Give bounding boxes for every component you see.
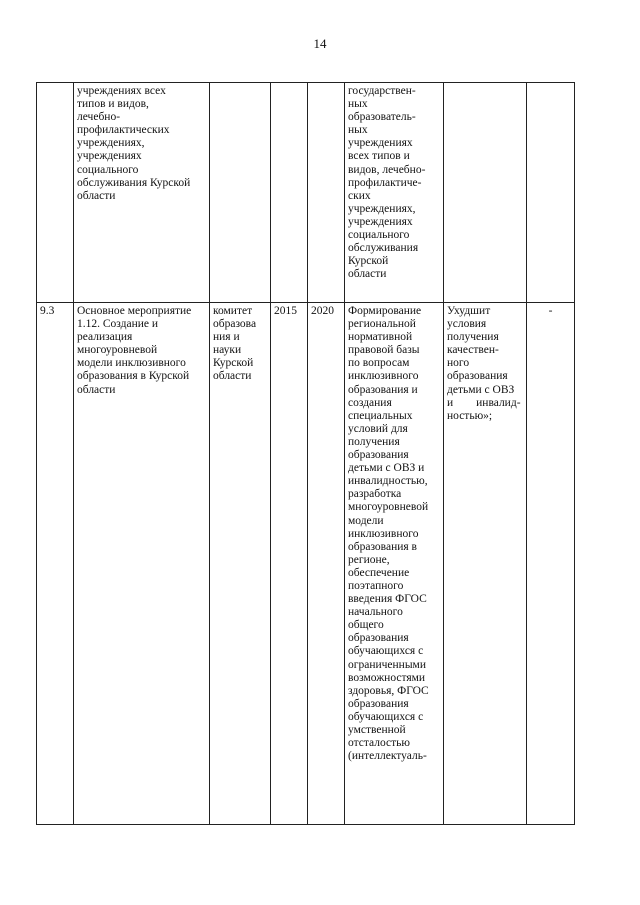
expected-result-cell: Формирование региональной нормативной правовой базы по вопросам инклюзивного образования и создания специальных условий для получения образования детьми с ОВЗ и инвалидностью, разработка многоуровневой модели инклюзивного образования в регионе, обеспечение поэтапного введения ФГОС начального общего образования обучающихся с ограниченными возможностями здоровья, ФГОС образования обучающихся с умственной отсталостью (интеллектуаль- (345, 303, 444, 825)
measure-name-cell: учреждениях всех типов и видов, лечебно- профилактических учреждениях, учреждениях социального обслуживания Курской области (74, 83, 210, 303)
consequence-cell (444, 83, 527, 303)
expected-result-cell: государствен- ных образователь- ных учреждениях всех типов и видов, лечебно- профилактиче- ских учреждениях, учреждениях социального обслуживания Курской области (345, 83, 444, 303)
measures-table (36, 82, 575, 825)
row-number-cell (37, 83, 74, 303)
table-row (37, 83, 575, 303)
end-year-cell (308, 83, 345, 303)
page-number: 14 (313, 36, 327, 51)
consequence-cell: Ухудшит условия получения качествен- ного образования детьми с ОВЗ и инвалид- ностью»; (444, 303, 527, 825)
executor-cell (210, 83, 271, 303)
row-number-cell: 9.3 (37, 303, 74, 825)
executor-cell: комитет образова ния и науки Курской области (210, 303, 271, 825)
end-year-cell: 2020 (308, 303, 345, 825)
table-row (37, 303, 575, 825)
link-cell: - (527, 303, 575, 825)
link-cell (527, 83, 575, 303)
start-year-cell: 2015 (271, 303, 308, 825)
start-year-cell (271, 83, 308, 303)
measure-name-cell: Основное мероприятие 1.12. Создание и реализация многоуровневой модели инклюзивного образования в Курской области (74, 303, 210, 825)
